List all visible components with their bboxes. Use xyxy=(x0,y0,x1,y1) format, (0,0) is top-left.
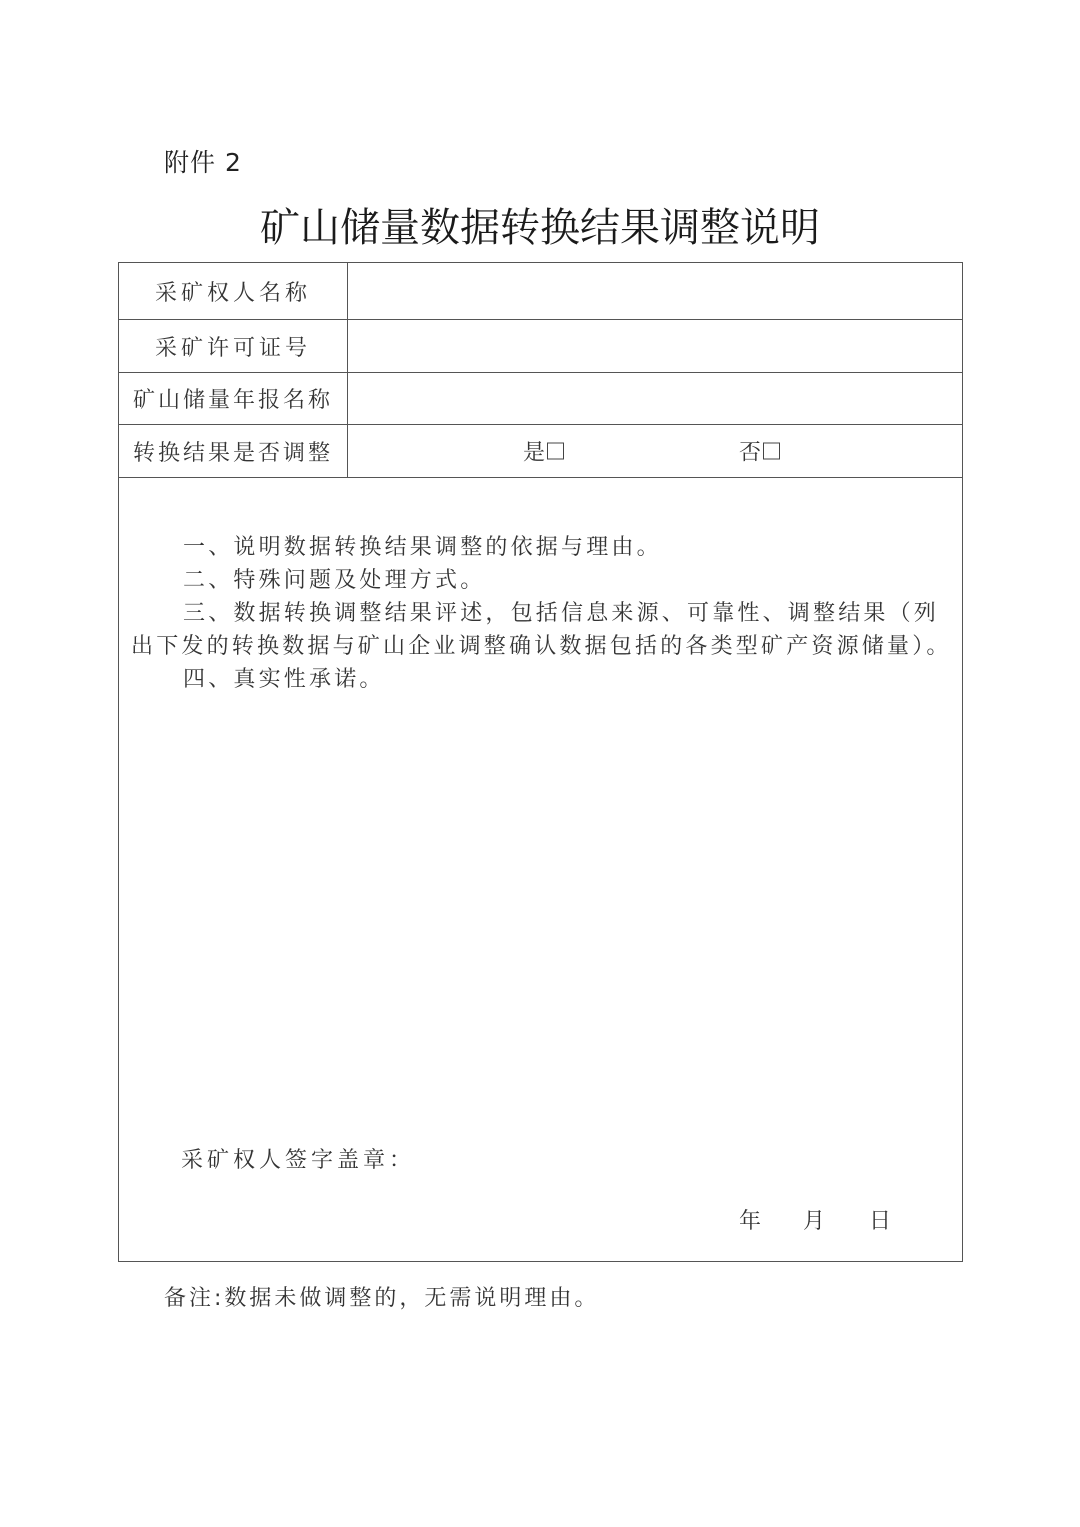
signature-label: 采矿权人签字盖章： xyxy=(181,1148,416,1173)
licensee-name-field[interactable] xyxy=(348,263,962,319)
date-day-label: 日 xyxy=(869,1209,892,1234)
adjusted-label: 转换结果是否调整 xyxy=(119,425,348,477)
attachment-label: 附件 2 xyxy=(164,148,242,177)
annual-report-name-label: 矿山储量年报名称 xyxy=(119,373,348,424)
adjusted-no-checkbox[interactable] xyxy=(763,443,780,460)
license-number-label: 采矿许可证号 xyxy=(119,320,348,372)
date-line xyxy=(739,1204,891,1235)
form-row-licensee-name xyxy=(119,263,962,320)
instructions-block xyxy=(131,531,956,696)
adjusted-yes-checkbox[interactable] xyxy=(547,443,564,460)
date-year-label: 年 xyxy=(739,1209,762,1234)
form-row-annual-report-name xyxy=(119,373,962,425)
form-row-license-number xyxy=(119,320,962,373)
license-number-field[interactable] xyxy=(348,320,962,372)
adjustment-form xyxy=(118,262,963,1262)
instruction-item: 四、真实性承诺。 xyxy=(183,667,385,692)
document-title: 矿山储量数据转换结果调整说明 xyxy=(260,205,820,251)
adjusted-no-option[interactable] xyxy=(739,436,780,467)
licensee-name-label: 采矿权人名称 xyxy=(119,263,348,319)
date-month-label: 月 xyxy=(803,1209,826,1234)
adjusted-no-label: 否 xyxy=(739,440,762,466)
instruction-item: 二、特殊问题及处理方式。 xyxy=(183,568,486,593)
adjusted-yes-option[interactable] xyxy=(523,436,564,467)
form-row-adjusted xyxy=(119,425,962,478)
instruction-item: 一、说明数据转换结果调整的依据与理由。 xyxy=(183,535,662,560)
annual-report-name-field[interactable] xyxy=(348,373,962,424)
adjusted-choice-area xyxy=(348,425,962,477)
footnote: 备注:数据未做调整的，无需说明理由。 xyxy=(164,1286,600,1311)
adjusted-yes-label: 是 xyxy=(523,440,546,466)
instruction-item: 三、数据转换调整结果评述，包括信息来源、可靠性、调整结果（列出下发的转换数据与矿山企业调整确认数据包括的各类型矿产资源储量）。 xyxy=(131,601,952,659)
